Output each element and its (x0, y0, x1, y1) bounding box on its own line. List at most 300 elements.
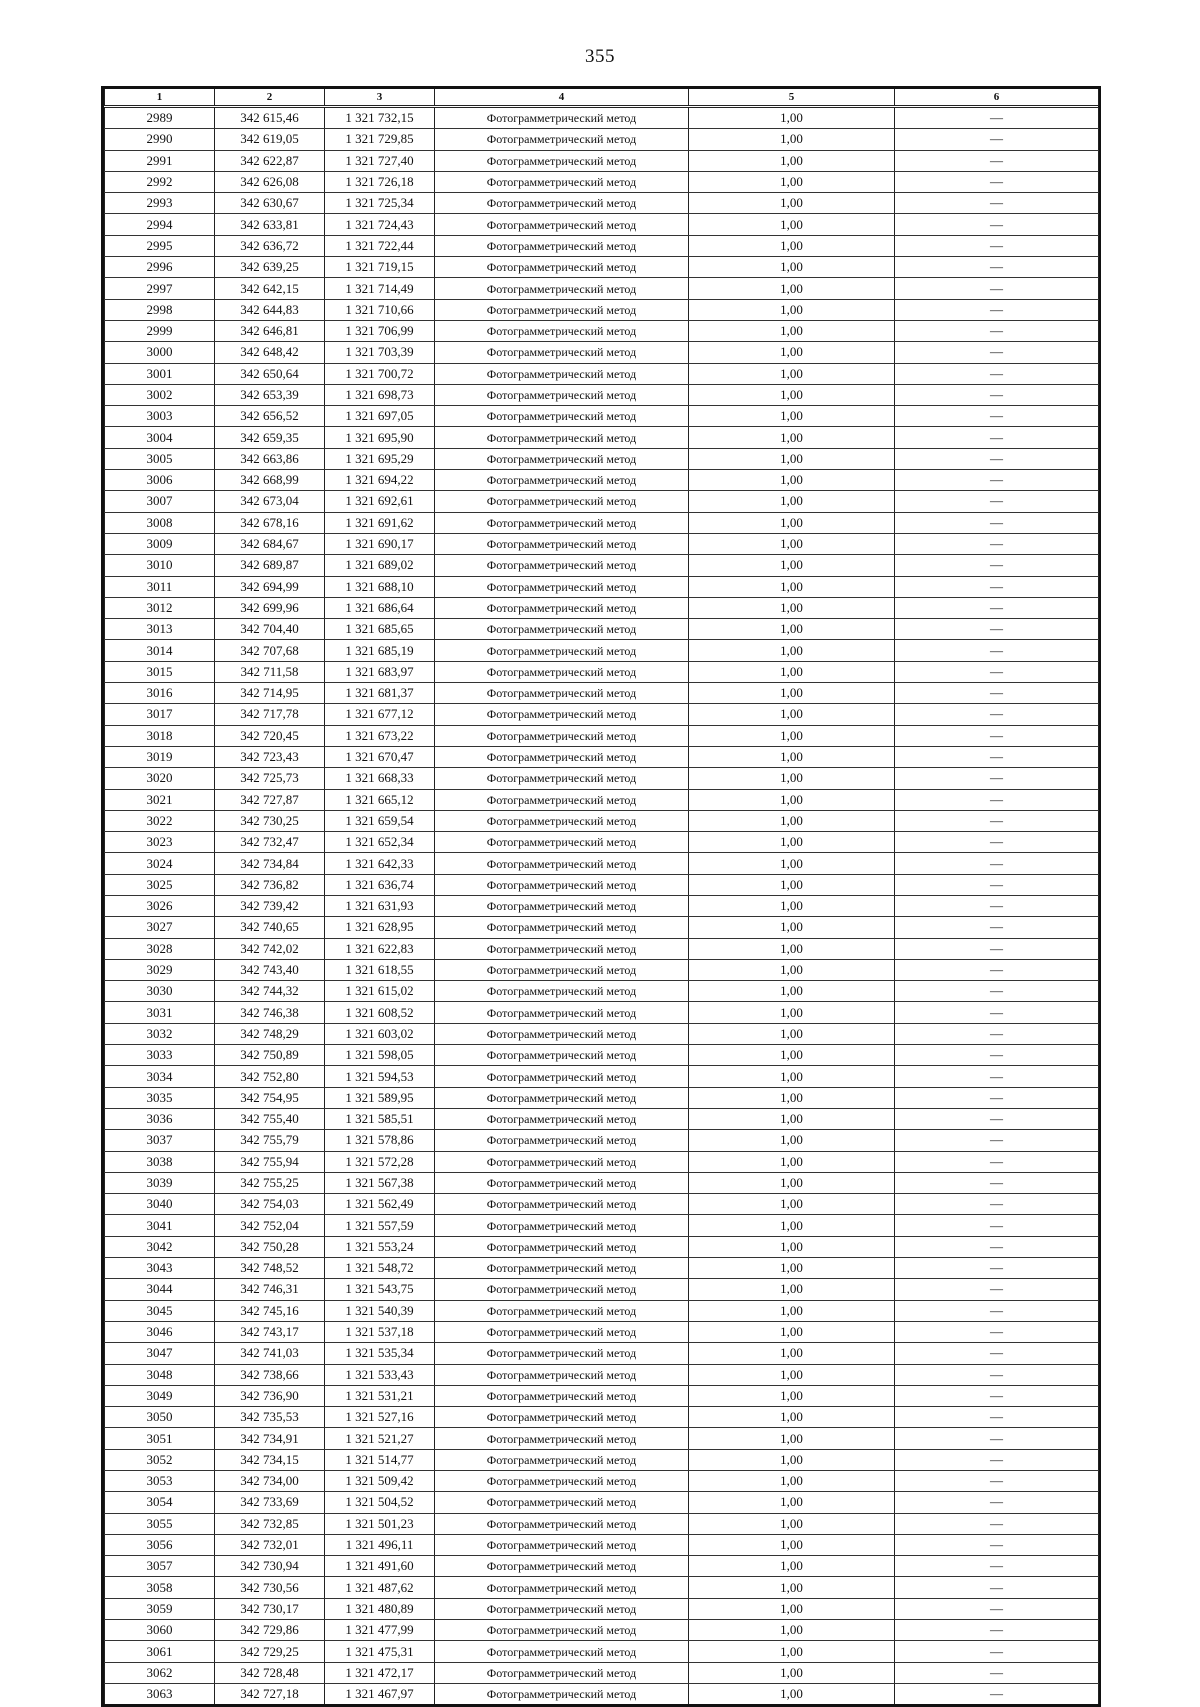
point-number-cell: 3053 (105, 1471, 215, 1492)
x-coordinate-cell: 342 730,25 (215, 810, 325, 831)
point-number-cell: 3043 (105, 1258, 215, 1279)
table-row (105, 384, 1099, 405)
x-coordinate-cell: 342 646,81 (215, 320, 325, 341)
note-cell: — (895, 299, 1099, 320)
y-coordinate-cell: 1 321 594,53 (325, 1066, 435, 1087)
table-row (105, 1683, 1099, 1704)
x-coordinate-cell: 342 622,87 (215, 150, 325, 171)
y-coordinate-cell: 1 321 636,74 (325, 874, 435, 895)
note-cell: — (895, 917, 1099, 938)
table-row (105, 214, 1099, 235)
point-number-cell: 3038 (105, 1151, 215, 1172)
method-cell: Фотограмметрический метод (435, 320, 689, 341)
point-number-cell: 3018 (105, 725, 215, 746)
point-number-cell: 3029 (105, 959, 215, 980)
note-cell: — (895, 1534, 1099, 1555)
accuracy-cell: 1,00 (689, 1513, 895, 1534)
method-cell: Фотограмметрический метод (435, 1662, 689, 1683)
accuracy-cell: 1,00 (689, 320, 895, 341)
y-coordinate-cell: 1 321 722,44 (325, 235, 435, 256)
y-coordinate-cell: 1 321 562,49 (325, 1194, 435, 1215)
accuracy-cell: 1,00 (689, 1045, 895, 1066)
method-cell: Фотограмметрический метод (435, 1172, 689, 1193)
y-coordinate-cell: 1 321 726,18 (325, 171, 435, 192)
x-coordinate-cell: 342 730,17 (215, 1598, 325, 1619)
method-cell: Фотограмметрический метод (435, 1045, 689, 1066)
accuracy-cell: 1,00 (689, 1066, 895, 1087)
table-row (105, 1471, 1099, 1492)
y-coordinate-cell: 1 321 642,33 (325, 853, 435, 874)
accuracy-cell: 1,00 (689, 512, 895, 533)
table-row (105, 1194, 1099, 1215)
accuracy-cell: 1,00 (689, 683, 895, 704)
point-number-cell: 3052 (105, 1449, 215, 1470)
point-number-cell: 3057 (105, 1556, 215, 1577)
x-coordinate-cell: 342 732,85 (215, 1513, 325, 1534)
x-coordinate-cell: 342 650,64 (215, 363, 325, 384)
y-coordinate-cell: 1 321 598,05 (325, 1045, 435, 1066)
note-cell: — (895, 1449, 1099, 1470)
table-body (105, 107, 1099, 1705)
x-coordinate-cell: 342 740,65 (215, 917, 325, 938)
note-cell: — (895, 1364, 1099, 1385)
point-number-cell: 3048 (105, 1364, 215, 1385)
y-coordinate-cell: 1 321 543,75 (325, 1279, 435, 1300)
accuracy-cell: 1,00 (689, 1172, 895, 1193)
y-coordinate-cell: 1 321 557,59 (325, 1215, 435, 1236)
method-cell: Фотограмметрический метод (435, 1066, 689, 1087)
point-number-cell: 2990 (105, 129, 215, 150)
table-row (105, 1385, 1099, 1406)
point-number-cell: 2991 (105, 150, 215, 171)
table-row (105, 704, 1099, 725)
table-row (105, 1343, 1099, 1364)
table-row (105, 342, 1099, 363)
point-number-cell: 3005 (105, 448, 215, 469)
table-row (105, 938, 1099, 959)
y-coordinate-cell: 1 321 694,22 (325, 470, 435, 491)
point-number-cell: 3036 (105, 1108, 215, 1129)
table-row (105, 1172, 1099, 1193)
x-coordinate-cell: 342 723,43 (215, 746, 325, 767)
method-cell: Фотограмметрический метод (435, 1130, 689, 1151)
accuracy-cell: 1,00 (689, 555, 895, 576)
accuracy-cell: 1,00 (689, 1683, 895, 1704)
table-row (105, 1449, 1099, 1470)
note-cell: — (895, 1662, 1099, 1683)
point-number-cell: 3054 (105, 1492, 215, 1513)
x-coordinate-cell: 342 755,40 (215, 1108, 325, 1129)
note-cell: — (895, 555, 1099, 576)
table-row (105, 107, 1099, 129)
y-coordinate-cell: 1 321 567,38 (325, 1172, 435, 1193)
x-coordinate-cell: 342 663,86 (215, 448, 325, 469)
accuracy-cell: 1,00 (689, 1002, 895, 1023)
note-cell: — (895, 406, 1099, 427)
method-cell: Фотограмметрический метод (435, 1087, 689, 1108)
note-cell: — (895, 384, 1099, 405)
y-coordinate-cell: 1 321 725,34 (325, 193, 435, 214)
point-number-cell: 3031 (105, 1002, 215, 1023)
note-cell: — (895, 1279, 1099, 1300)
point-number-cell: 3049 (105, 1385, 215, 1406)
x-coordinate-cell: 342 739,42 (215, 895, 325, 916)
table-row (105, 1215, 1099, 1236)
table-row (105, 470, 1099, 491)
method-cell: Фотограмметрический метод (435, 874, 689, 895)
y-coordinate-cell: 1 321 677,12 (325, 704, 435, 725)
note-cell: — (895, 1385, 1099, 1406)
x-coordinate-cell: 342 689,87 (215, 555, 325, 576)
x-coordinate-cell: 342 755,94 (215, 1151, 325, 1172)
x-coordinate-cell: 342 694,99 (215, 576, 325, 597)
x-coordinate-cell: 342 714,95 (215, 683, 325, 704)
x-coordinate-cell: 342 729,86 (215, 1620, 325, 1641)
y-coordinate-cell: 1 321 688,10 (325, 576, 435, 597)
table-row (105, 832, 1099, 853)
x-coordinate-cell: 342 744,32 (215, 981, 325, 1002)
method-cell: Фотограмметрический метод (435, 959, 689, 980)
table-row (105, 746, 1099, 767)
page-number: 355 (585, 46, 615, 67)
point-number-cell: 3000 (105, 342, 215, 363)
method-cell: Фотограмметрический метод (435, 470, 689, 491)
method-cell: Фотограмметрический метод (435, 1407, 689, 1428)
table-row (105, 129, 1099, 150)
note-cell: — (895, 874, 1099, 895)
note-cell: — (895, 1194, 1099, 1215)
note-cell: — (895, 597, 1099, 618)
method-cell: Фотограмметрический метод (435, 512, 689, 533)
method-cell: Фотограмметрический метод (435, 746, 689, 767)
accuracy-cell: 1,00 (689, 874, 895, 895)
point-number-cell: 2996 (105, 257, 215, 278)
point-number-cell: 3024 (105, 853, 215, 874)
note-cell: — (895, 1066, 1099, 1087)
accuracy-cell: 1,00 (689, 384, 895, 405)
table-row (105, 150, 1099, 171)
method-cell: Фотограмметрический метод (435, 1428, 689, 1449)
accuracy-cell: 1,00 (689, 342, 895, 363)
method-cell: Фотограмметрический метод (435, 1598, 689, 1619)
coordinates-table-frame (101, 86, 1101, 1707)
y-coordinate-cell: 1 321 548,72 (325, 1258, 435, 1279)
y-coordinate-cell: 1 321 700,72 (325, 363, 435, 384)
y-coordinate-cell: 1 321 631,93 (325, 895, 435, 916)
accuracy-cell: 1,00 (689, 299, 895, 320)
x-coordinate-cell: 342 755,79 (215, 1130, 325, 1151)
table-row (105, 1662, 1099, 1683)
method-cell: Фотограмметрический метод (435, 576, 689, 597)
note-cell: — (895, 320, 1099, 341)
accuracy-cell: 1,00 (689, 832, 895, 853)
accuracy-cell: 1,00 (689, 1258, 895, 1279)
point-number-cell: 3027 (105, 917, 215, 938)
y-coordinate-cell: 1 321 695,29 (325, 448, 435, 469)
x-coordinate-cell: 342 752,04 (215, 1215, 325, 1236)
x-coordinate-cell: 342 678,16 (215, 512, 325, 533)
note-cell: — (895, 853, 1099, 874)
y-coordinate-cell: 1 321 585,51 (325, 1108, 435, 1129)
method-cell: Фотограмметрический метод (435, 193, 689, 214)
table-row (105, 257, 1099, 278)
point-number-cell: 3046 (105, 1321, 215, 1342)
method-cell: Фотограмметрический метод (435, 1321, 689, 1342)
accuracy-cell: 1,00 (689, 1598, 895, 1619)
y-coordinate-cell: 1 321 695,90 (325, 427, 435, 448)
point-number-cell: 3047 (105, 1343, 215, 1364)
table-row (105, 1534, 1099, 1555)
y-coordinate-cell: 1 321 608,52 (325, 1002, 435, 1023)
point-number-cell: 3045 (105, 1300, 215, 1321)
x-coordinate-cell: 342 725,73 (215, 768, 325, 789)
table-row (105, 1087, 1099, 1108)
method-cell: Фотограмметрический метод (435, 981, 689, 1002)
note-cell: — (895, 1215, 1099, 1236)
point-number-cell: 3006 (105, 470, 215, 491)
y-coordinate-cell: 1 321 491,60 (325, 1556, 435, 1577)
method-cell: Фотограмметрический метод (435, 1534, 689, 1555)
accuracy-cell: 1,00 (689, 257, 895, 278)
method-cell: Фотограмметрический метод (435, 1023, 689, 1044)
note-cell: — (895, 1172, 1099, 1193)
accuracy-cell: 1,00 (689, 1428, 895, 1449)
method-cell: Фотограмметрический метод (435, 768, 689, 789)
note-cell: — (895, 1620, 1099, 1641)
method-cell: Фотограмметрический метод (435, 725, 689, 746)
accuracy-cell: 1,00 (689, 576, 895, 597)
x-coordinate-cell: 342 754,95 (215, 1087, 325, 1108)
note-cell: — (895, 832, 1099, 853)
method-cell: Фотограмметрический метод (435, 1641, 689, 1662)
table-row (105, 1045, 1099, 1066)
table-row (105, 1364, 1099, 1385)
table-row (105, 1258, 1099, 1279)
table-row (105, 363, 1099, 384)
accuracy-cell: 1,00 (689, 768, 895, 789)
point-number-cell: 2994 (105, 214, 215, 235)
table-row (105, 661, 1099, 682)
method-cell: Фотограмметрический метод (435, 619, 689, 640)
accuracy-cell: 1,00 (689, 1641, 895, 1662)
point-number-cell: 3019 (105, 746, 215, 767)
accuracy-cell: 1,00 (689, 1279, 895, 1300)
table-row (105, 1428, 1099, 1449)
y-coordinate-cell: 1 321 540,39 (325, 1300, 435, 1321)
method-cell: Фотограмметрический метод (435, 171, 689, 192)
y-coordinate-cell: 1 321 480,89 (325, 1598, 435, 1619)
accuracy-cell: 1,00 (689, 278, 895, 299)
y-coordinate-cell: 1 321 714,49 (325, 278, 435, 299)
method-cell: Фотограмметрический метод (435, 363, 689, 384)
note-cell: — (895, 683, 1099, 704)
table-row (105, 1279, 1099, 1300)
method-cell: Фотограмметрический метод (435, 342, 689, 363)
point-number-cell: 3025 (105, 874, 215, 895)
accuracy-cell: 1,00 (689, 363, 895, 384)
note-cell: — (895, 214, 1099, 235)
method-cell: Фотограмметрический метод (435, 427, 689, 448)
point-number-cell: 3040 (105, 1194, 215, 1215)
point-number-cell: 3056 (105, 1534, 215, 1555)
point-number-cell: 3008 (105, 512, 215, 533)
y-coordinate-cell: 1 321 692,61 (325, 491, 435, 512)
accuracy-cell: 1,00 (689, 1087, 895, 1108)
y-coordinate-cell: 1 321 477,99 (325, 1620, 435, 1641)
point-number-cell: 2992 (105, 171, 215, 192)
note-cell: — (895, 768, 1099, 789)
point-number-cell: 3060 (105, 1620, 215, 1641)
accuracy-cell: 1,00 (689, 1471, 895, 1492)
y-coordinate-cell: 1 321 698,73 (325, 384, 435, 405)
note-cell: — (895, 1236, 1099, 1257)
table-row (105, 1300, 1099, 1321)
note-cell: — (895, 1683, 1099, 1704)
table-row (105, 512, 1099, 533)
accuracy-cell: 1,00 (689, 1556, 895, 1577)
y-coordinate-cell: 1 321 689,02 (325, 555, 435, 576)
y-coordinate-cell: 1 321 652,34 (325, 832, 435, 853)
x-coordinate-cell: 342 717,78 (215, 704, 325, 725)
point-number-cell: 3020 (105, 768, 215, 789)
column-header-5: 5 (689, 89, 895, 107)
column-header-3: 3 (325, 89, 435, 107)
method-cell: Фотограмметрический метод (435, 107, 689, 129)
accuracy-cell: 1,00 (689, 938, 895, 959)
method-cell: Фотограмметрический метод (435, 448, 689, 469)
accuracy-cell: 1,00 (689, 1534, 895, 1555)
note-cell: — (895, 1343, 1099, 1364)
accuracy-cell: 1,00 (689, 107, 895, 129)
table-row (105, 853, 1099, 874)
point-number-cell: 3004 (105, 427, 215, 448)
accuracy-cell: 1,00 (689, 704, 895, 725)
x-coordinate-cell: 342 636,72 (215, 235, 325, 256)
x-coordinate-cell: 342 750,28 (215, 1236, 325, 1257)
point-number-cell: 3021 (105, 789, 215, 810)
y-coordinate-cell: 1 321 686,64 (325, 597, 435, 618)
method-cell: Фотограмметрический метод (435, 832, 689, 853)
y-coordinate-cell: 1 321 727,40 (325, 150, 435, 171)
point-number-cell: 3007 (105, 491, 215, 512)
table-row (105, 171, 1099, 192)
accuracy-cell: 1,00 (689, 1364, 895, 1385)
y-coordinate-cell: 1 321 665,12 (325, 789, 435, 810)
point-number-cell: 3023 (105, 832, 215, 853)
point-number-cell: 3034 (105, 1066, 215, 1087)
note-cell: — (895, 150, 1099, 171)
y-coordinate-cell: 1 321 475,31 (325, 1641, 435, 1662)
accuracy-cell: 1,00 (689, 1449, 895, 1470)
y-coordinate-cell: 1 321 553,24 (325, 1236, 435, 1257)
x-coordinate-cell: 342 746,38 (215, 1002, 325, 1023)
table-row (105, 1023, 1099, 1044)
accuracy-cell: 1,00 (689, 1407, 895, 1428)
y-coordinate-cell: 1 321 706,99 (325, 320, 435, 341)
x-coordinate-cell: 342 730,56 (215, 1577, 325, 1598)
x-coordinate-cell: 342 754,03 (215, 1194, 325, 1215)
column-header-6: 6 (895, 89, 1099, 107)
note-cell: — (895, 938, 1099, 959)
y-coordinate-cell: 1 321 659,54 (325, 810, 435, 831)
method-cell: Фотограмметрический метод (435, 1556, 689, 1577)
y-coordinate-cell: 1 321 531,21 (325, 1385, 435, 1406)
point-number-cell: 2993 (105, 193, 215, 214)
point-number-cell: 3037 (105, 1130, 215, 1151)
accuracy-cell: 1,00 (689, 129, 895, 150)
x-coordinate-cell: 342 752,80 (215, 1066, 325, 1087)
y-coordinate-cell: 1 321 533,43 (325, 1364, 435, 1385)
point-number-cell: 3016 (105, 683, 215, 704)
table-row (105, 1130, 1099, 1151)
method-cell: Фотограмметрический метод (435, 1492, 689, 1513)
accuracy-cell: 1,00 (689, 150, 895, 171)
x-coordinate-cell: 342 736,90 (215, 1385, 325, 1406)
x-coordinate-cell: 342 656,52 (215, 406, 325, 427)
note-cell: — (895, 640, 1099, 661)
method-cell: Фотограмметрический метод (435, 299, 689, 320)
y-coordinate-cell: 1 321 472,17 (325, 1662, 435, 1683)
method-cell: Фотограмметрический метод (435, 1471, 689, 1492)
method-cell: Фотограмметрический метод (435, 1343, 689, 1364)
note-cell: — (895, 257, 1099, 278)
x-coordinate-cell: 342 741,03 (215, 1343, 325, 1364)
x-coordinate-cell: 342 734,91 (215, 1428, 325, 1449)
accuracy-cell: 1,00 (689, 235, 895, 256)
point-number-cell: 3039 (105, 1172, 215, 1193)
point-number-cell: 3042 (105, 1236, 215, 1257)
note-cell: — (895, 1300, 1099, 1321)
method-cell: Фотограмметрический метод (435, 1108, 689, 1129)
method-cell: Фотограмметрический метод (435, 1577, 689, 1598)
point-number-cell: 3001 (105, 363, 215, 384)
table-header (105, 89, 1099, 107)
point-number-cell: 3035 (105, 1087, 215, 1108)
table-row (105, 320, 1099, 341)
note-cell: — (895, 1002, 1099, 1023)
method-cell: Фотограмметрический метод (435, 597, 689, 618)
note-cell: — (895, 1258, 1099, 1279)
table-row (105, 725, 1099, 746)
x-coordinate-cell: 342 733,69 (215, 1492, 325, 1513)
method-cell: Фотограмметрический метод (435, 1683, 689, 1704)
point-number-cell: 3062 (105, 1662, 215, 1683)
y-coordinate-cell: 1 321 729,85 (325, 129, 435, 150)
y-coordinate-cell: 1 321 578,86 (325, 1130, 435, 1151)
note-cell: — (895, 1108, 1099, 1129)
note-cell: — (895, 1598, 1099, 1619)
method-cell: Фотограмметрический метод (435, 150, 689, 171)
point-number-cell: 3026 (105, 895, 215, 916)
note-cell: — (895, 1151, 1099, 1172)
method-cell: Фотограмметрический метод (435, 917, 689, 938)
y-coordinate-cell: 1 321 496,11 (325, 1534, 435, 1555)
accuracy-cell: 1,00 (689, 640, 895, 661)
accuracy-cell: 1,00 (689, 1236, 895, 1257)
point-number-cell: 3033 (105, 1045, 215, 1066)
table-row (105, 619, 1099, 640)
x-coordinate-cell: 342 750,89 (215, 1045, 325, 1066)
point-number-cell: 3051 (105, 1428, 215, 1449)
y-coordinate-cell: 1 321 572,28 (325, 1151, 435, 1172)
x-coordinate-cell: 342 732,47 (215, 832, 325, 853)
x-coordinate-cell: 342 673,04 (215, 491, 325, 512)
y-coordinate-cell: 1 321 683,97 (325, 661, 435, 682)
x-coordinate-cell: 342 707,68 (215, 640, 325, 661)
table-row (105, 1321, 1099, 1342)
table-row (105, 768, 1099, 789)
note-cell: — (895, 981, 1099, 1002)
